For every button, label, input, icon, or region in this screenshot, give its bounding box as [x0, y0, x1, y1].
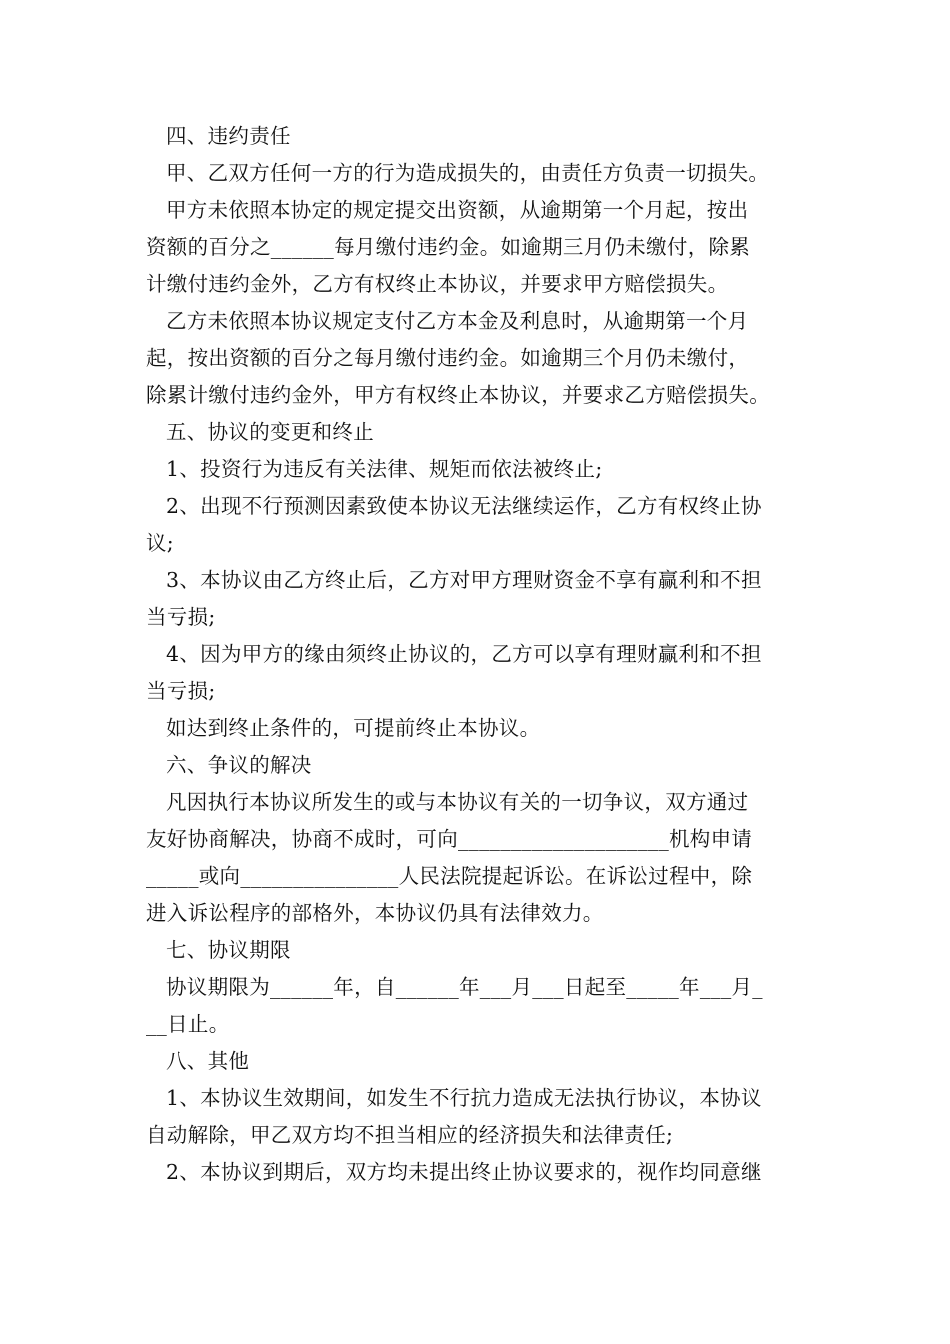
paragraph-line: 如达到终止条件的，可提前终止本协议。 [166, 716, 541, 740]
list-item-continuation: 当亏损; [146, 605, 216, 629]
section-heading-breach-liability: 四、违约责任 [166, 124, 291, 148]
paragraph-line: _____或向_______________人民法院提起诉讼。在诉讼过程中，除 [146, 864, 753, 888]
paragraph-line: 协议期限为______年，自______年___月___日起至_____年___月_ [166, 975, 763, 999]
paragraph-line: 友好协商解决，协商不成时，可向____________________机构申请 [146, 827, 753, 851]
paragraph-line: 甲方未依照本协定的规定提交出资额，从逾期第一个月起，按出 [166, 198, 749, 222]
section-heading-dispute-resolution: 六、争议的解决 [166, 753, 312, 777]
list-item: 1、本协议生效期间，如发生不行抗力造成无法执行协议，本协议 [166, 1086, 762, 1110]
list-item-continuation: 当亏损; [146, 679, 216, 703]
list-item: 2、本协议到期后，双方均未提出终止协议要求的，视作均同意继 [166, 1160, 762, 1184]
list-item: 3、本协议由乙方终止后，乙方对甲方理财资金不享有赢利和不担 [166, 568, 762, 592]
list-item-continuation: 议; [146, 531, 175, 555]
list-item: 1、投资行为违反有关法律、规矩而依法被终止; [166, 457, 603, 481]
list-item: 2、出现不行预测因素致使本协议无法继续运作，乙方有权终止协 [166, 494, 762, 518]
paragraph-line: 除累计缴付违约金外，甲方有权终止本协议，并要求乙方赔偿损失。 [146, 383, 770, 407]
paragraph-line: 资额的百分之______每月缴付违约金。如逾期三月仍未缴付，除累 [146, 235, 751, 259]
paragraph-line: 计缴付违约金外，乙方有权终止本协议，并要求甲方赔偿损失。 [146, 272, 729, 296]
section-heading-other: 八、其他 [166, 1049, 250, 1073]
paragraph-line: 进入诉讼程序的部格外，本协议仍具有法律效力。 [146, 901, 604, 925]
paragraph-line: 乙方未依照本协议规定支付乙方本金及利息时，从逾期第一个月 [166, 309, 749, 333]
list-item-continuation: 自动解除，甲乙双方均不担当相应的经济损失和法律责任; [146, 1123, 674, 1147]
paragraph-line: 起，按出资额的百分之每月缴付违约金。如逾期三个月仍未缴付， [146, 346, 750, 370]
section-heading-change-termination: 五、协议的变更和终止 [166, 420, 374, 444]
list-item: 4、因为甲方的缘由须终止协议的，乙方可以享有理财赢利和不担 [166, 642, 762, 666]
paragraph-line: __日止。 [146, 1012, 230, 1036]
document-body [146, 118, 816, 1191]
paragraph-line: 甲、乙双方任何一方的行为造成损失的，由责任方负责一切损失。 [166, 161, 770, 185]
paragraph-line: 凡因执行本协议所发生的或与本协议有关的一切争议，双方通过 [166, 790, 749, 814]
section-heading-agreement-term: 七、协议期限 [166, 938, 291, 962]
